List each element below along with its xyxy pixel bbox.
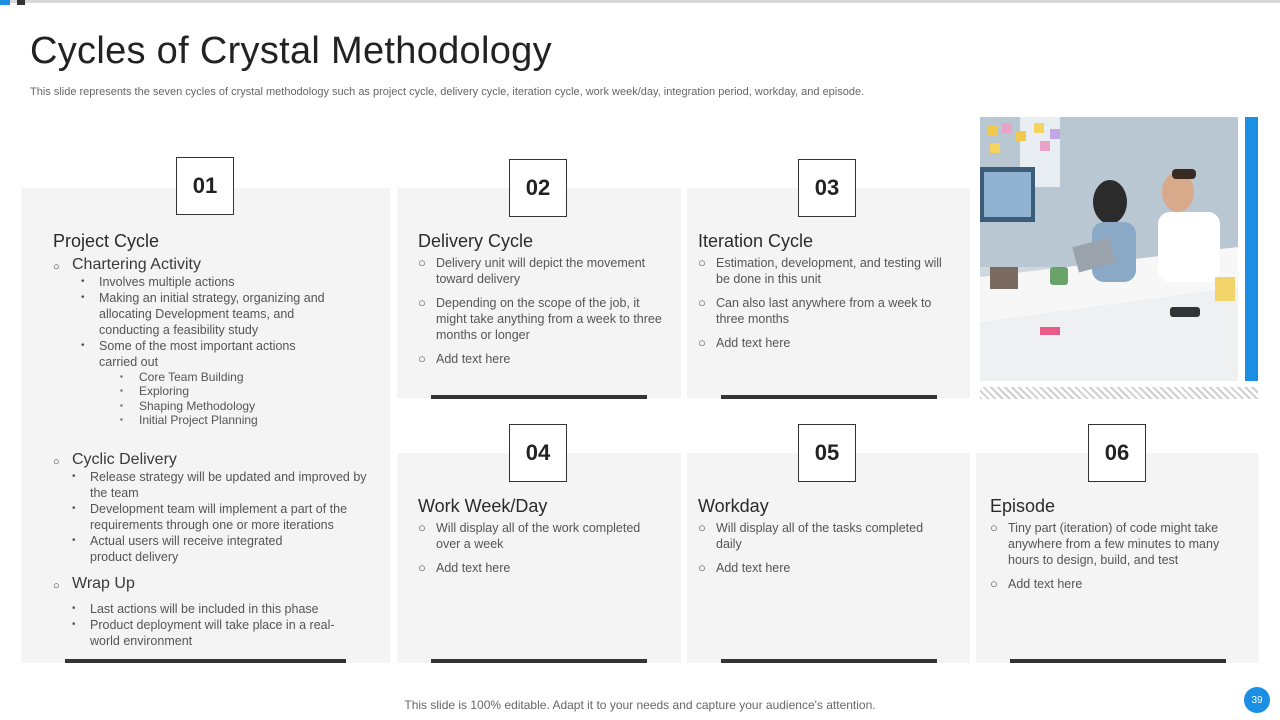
bullet-item: • Last actions will be included in this phase [72, 602, 319, 616]
card-bar [721, 659, 937, 663]
list-item: ○ Will display all of the tasks completed daily [698, 520, 924, 551]
list-item: ○ Delivery unit will depict the movement toward delivery [418, 255, 646, 286]
bullet-item: • Involves multiple actions [81, 275, 235, 289]
hollow-circle-icon: ○ [53, 456, 60, 468]
hollow-circle-icon: ○ [698, 560, 706, 575]
hatch-pattern [980, 387, 1258, 399]
bullet-item: • Actual users will receive integrated product delivery [72, 534, 283, 564]
top-accent-dark [17, 0, 25, 5]
card-title: Iteration Cycle [698, 231, 814, 251]
bullet-item: • Development team will implement a part of the requirements through one or more iterations [72, 502, 348, 532]
sub-item: ▪ Shaping Methodology [120, 399, 256, 413]
bullet-icon: • [72, 471, 76, 482]
bullet-icon: • [81, 340, 85, 351]
list-item: ○ Add text here [698, 560, 791, 575]
number-box: 03 [798, 159, 856, 217]
list-item: ○ Add text here [990, 576, 1083, 591]
list-item: ○ Depending on the scope of the job, it might take anything from a week to three months or longer [418, 295, 662, 342]
number-box: 04 [509, 424, 567, 482]
square-bullet-icon: ▪ [120, 401, 123, 410]
number-box: 02 [509, 159, 567, 217]
card-bar [431, 395, 647, 399]
hollow-circle-icon: ○ [53, 261, 60, 273]
hollow-circle-icon: ○ [698, 520, 706, 535]
top-rule [0, 0, 1280, 3]
hollow-circle-icon: ○ [418, 520, 426, 535]
slide-subtitle: This slide represents the seven cycles of crystal methodology such as project cycle, delivery cycle, iteration cycle, work week/day, integration period, workday, and episode. [30, 86, 865, 98]
bullet-icon: • [81, 292, 85, 303]
card-title: Delivery Cycle [418, 231, 534, 251]
bullet-icon: • [72, 603, 76, 614]
card-bar [1010, 659, 1226, 663]
list-item: ○ Tiny part (iteration) of code might take anywhere from a few minutes to many hours to design, build, and test [990, 520, 1220, 567]
bullet-item: • Making an initial strategy, organizing and allocating Development teams, and conducting a feasibility study [81, 291, 325, 337]
hollow-circle-icon: ○ [418, 351, 426, 366]
list-item: ○ Will display all of the work completed over a week [418, 520, 641, 551]
section-heading: ○ Wrap Up [53, 575, 373, 593]
hollow-circle-icon: ○ [990, 576, 998, 591]
hollow-circle-icon: ○ [53, 580, 60, 592]
office-photo-illustration [980, 117, 1238, 381]
list-item: ○ Estimation, development, and testing will be done in this unit [698, 255, 942, 286]
card-bar [721, 395, 937, 399]
card-iteration-cycle [687, 188, 970, 398]
sub-item: ▪ Core Team Building [120, 370, 244, 384]
card-title: Work Week/Day [418, 496, 548, 516]
hollow-circle-icon: ○ [418, 255, 426, 270]
footer-note: This slide is 100% editable. Adapt it to your needs and capture your audience's attention. [404, 698, 876, 712]
bullet-item: • Product deployment will take place in a real-world environment [72, 618, 335, 648]
card-title: Workday [698, 496, 769, 516]
page-number-badge: 39 [1244, 687, 1270, 713]
section-heading: ○ Cyclic Delivery [53, 451, 373, 469]
bullet-icon: • [72, 503, 76, 514]
square-bullet-icon: ▪ [120, 372, 123, 381]
bullet-icon: • [72, 535, 76, 546]
card-workday [687, 453, 970, 663]
card-work-week-day [397, 453, 681, 663]
sub-item: ▪ Initial Project Planning [120, 413, 258, 427]
section-heading: ○ Chartering Activity [53, 256, 373, 274]
sub-item: ▪ Exploring [120, 384, 190, 398]
hollow-circle-icon: ○ [418, 560, 426, 575]
bullet-item: • Release strategy will be updated and improved by the team [72, 470, 367, 500]
card-bar [65, 659, 346, 663]
list-item: ○ Can also last anywhere from a week to three months [698, 295, 932, 326]
hollow-circle-icon: ○ [698, 255, 706, 270]
card-title: Project Cycle [53, 231, 160, 251]
hollow-circle-icon: ○ [418, 295, 426, 310]
list-item: ○ Add text here [698, 335, 791, 350]
bullet-icon: • [81, 276, 85, 287]
slide-title: Cycles of Crystal Methodology [30, 30, 552, 72]
list-item: ○ Add text here [418, 560, 511, 575]
accent-bar [1245, 117, 1258, 381]
card-bar [431, 659, 647, 663]
list-item: ○ Add text here [418, 351, 511, 366]
number-box: 05 [798, 424, 856, 482]
number-box: 01 [176, 157, 234, 215]
square-bullet-icon: ▪ [120, 415, 123, 424]
team-meeting-photo [980, 117, 1238, 381]
hollow-circle-icon: ○ [990, 520, 998, 535]
number-box: 06 [1088, 424, 1146, 482]
hollow-circle-icon: ○ [698, 335, 706, 350]
top-accent-blue [0, 0, 10, 5]
card-title: Episode [990, 496, 1056, 516]
hollow-circle-icon: ○ [698, 295, 706, 310]
bullet-item: • Some of the most important actions carried out [81, 339, 296, 369]
square-bullet-icon: ▪ [120, 386, 123, 395]
bullet-icon: • [72, 619, 76, 630]
